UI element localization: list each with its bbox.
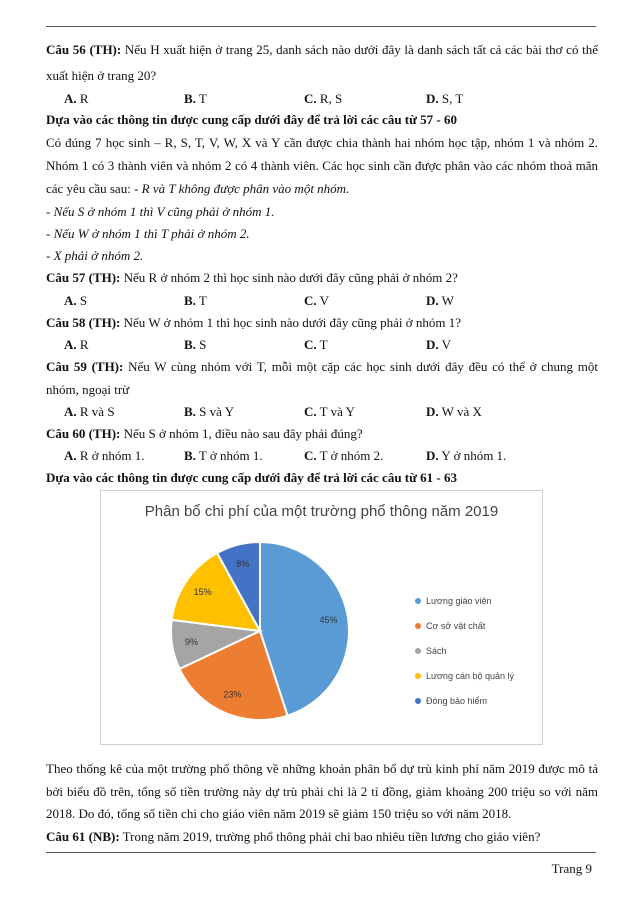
q57-option-b: B. T (184, 293, 207, 308)
footer-rule (46, 852, 596, 853)
section1-heading: Dựa vào các thông tin được cung cấp dưới đây để trả lời các câu từ 57 - 60 (46, 112, 458, 127)
q60-text: Nếu S ở nhóm 1, điều nào sau đây phải đúng? (120, 426, 363, 441)
q57-option-c: C. V (304, 293, 330, 308)
passage-line3: 2018. Do đó, tổng số tiền chi cho giáo viên năm 2019 sẽ giảm 150 triệu so với năm 2018. (46, 806, 512, 821)
legend-marker-2 (415, 648, 421, 654)
pie-data-label-2: 9% (184, 636, 198, 647)
q57-label: Câu 57 (TH): (46, 270, 121, 285)
legend-label-4: Đóng bảo hiểm (426, 696, 488, 706)
pie-chart (101, 491, 542, 744)
pie-data-label-3: 15% (193, 586, 212, 597)
q56-option-a: A. R (64, 91, 89, 106)
legend-label-3: Lương cán bộ quản lý (426, 671, 514, 681)
q60-option-b: B. T ở nhóm 1. (184, 448, 263, 463)
pie-chart-box (100, 490, 543, 745)
q59-option-a: A. R và S (64, 404, 115, 419)
q58-line (46, 315, 598, 331)
q61-label: Câu 61 (NB): (46, 829, 120, 844)
legend-marker-4 (415, 698, 421, 704)
q56-option-b: B. T (184, 91, 207, 106)
legend-marker-0 (415, 598, 421, 604)
q58-option-c: C. T (304, 337, 328, 352)
q60-option-c: C. T ở nhóm 2. (304, 448, 384, 463)
legend-label-2: Sách (426, 646, 447, 656)
q59-option-b: B. S và Y (184, 404, 235, 419)
pie-data-label-1: 23% (223, 689, 242, 700)
q59-text: Nếu W cùng nhóm với T, mỗi một cặp các học sinh dưới đây đều có thể ở chung một (123, 359, 598, 374)
q56-line1 (46, 42, 598, 58)
section2-heading: Dựa vào các thông tin được cung cấp dưới đây để trả lời các câu từ 61 - 63 (46, 470, 458, 485)
q60-option-d: D. Y ở nhóm 1. (426, 448, 507, 463)
section1-rule1: - R và T không được phân vào một nhóm. (134, 181, 350, 196)
q59-label: Câu 59 (TH): (46, 359, 124, 374)
q61-text: Trong năm 2019, trường phổ thông phải chi bao nhiêu tiền lương cho giáo viên? (119, 829, 541, 844)
q60-label: Câu 60 (TH): (46, 426, 121, 441)
legend-marker-3 (415, 673, 421, 679)
q58-option-b: B. S (184, 337, 207, 352)
q60-option-a: A. R ở nhóm 1. (64, 448, 145, 463)
chart-title: Phân bổ chi phí của một trường phổ thông năm 2019 (144, 503, 499, 520)
pie-data-label-4: 8% (236, 558, 250, 569)
legend-marker-1 (415, 623, 421, 629)
q57-option-a: A. S (64, 293, 88, 308)
q56-line2: xuất hiện ở trang 20? (46, 68, 157, 83)
q57-text: Nếu R ở nhóm 2 thì học sinh nào dưới đây cũng phải ở nhóm 2? (120, 270, 458, 285)
legend-label-0: Lương giáo viên (426, 596, 492, 606)
passage-line1: Theo thống kê của một trường phổ thông về những khoản phân bổ dự trù kinh phí năm 2019 được mô tả (46, 761, 598, 776)
section1-rule4: - X phải ở nhóm 2. (46, 248, 144, 263)
q59-line1 (46, 359, 598, 375)
section1-para-line3: các yêu cầu sau: - R và T không được phân vào một nhóm. (46, 181, 350, 196)
q56-option-d: D. S, T (426, 91, 464, 106)
q60-line (46, 426, 598, 442)
q59-option-d: D. W và X (426, 404, 482, 419)
q56-label: Câu 56 (TH): (46, 42, 122, 57)
q58-label: Câu 58 (TH): (46, 315, 121, 330)
header-rule (46, 26, 596, 27)
section1-rule2: - Nếu S ở nhóm 1 thì V cũng phải ở nhóm 1. (46, 204, 275, 219)
q59-line2: nhóm, ngoại trừ (46, 382, 130, 397)
q57-option-d: D. W (426, 293, 454, 308)
q61-line (46, 829, 598, 845)
section1-rule3: - Nếu W ở nhóm 1 thì T phải ở nhóm 2. (46, 226, 250, 241)
q58-text: Nếu W ở nhóm 1 thì học sinh nào dưới đây cũng phải ở nhóm 1? (120, 315, 461, 330)
q58-option-a: A. R (64, 337, 89, 352)
legend-label-1: Cơ sở vật chất (426, 621, 486, 631)
q57-line (46, 270, 598, 286)
q58-option-d: D. V (426, 337, 452, 352)
page-number: Trang 9 (551, 861, 592, 876)
q56-option-c: C. R, S (304, 91, 343, 106)
section1-para-line1: Có đúng 7 học sinh – R, S, T, V, W, X và Y cần được chia thành hai nhóm học tập, nhóm 1 và nhóm 2. (46, 135, 598, 150)
section1-para-line2: Nhóm 1 có 3 thành viên và nhóm 2 có 4 thành viên. Các học sinh cần được phân vào các nhóm thoả mãn (46, 158, 598, 173)
passage-line2: bởi biểu đồ trên, tổng số tiền trường này dự trù phải chi là 2 tỉ đồng, giảm khoảng 200 triệu so với năm (46, 784, 598, 799)
pie-data-label-0: 45% (319, 615, 338, 626)
q56-text: Nếu H xuất hiện ở trang 25, danh sách nào dưới đây là danh sách tất cả các bài thơ có thể (121, 42, 599, 57)
q59-option-c: C. T và Y (304, 404, 356, 419)
